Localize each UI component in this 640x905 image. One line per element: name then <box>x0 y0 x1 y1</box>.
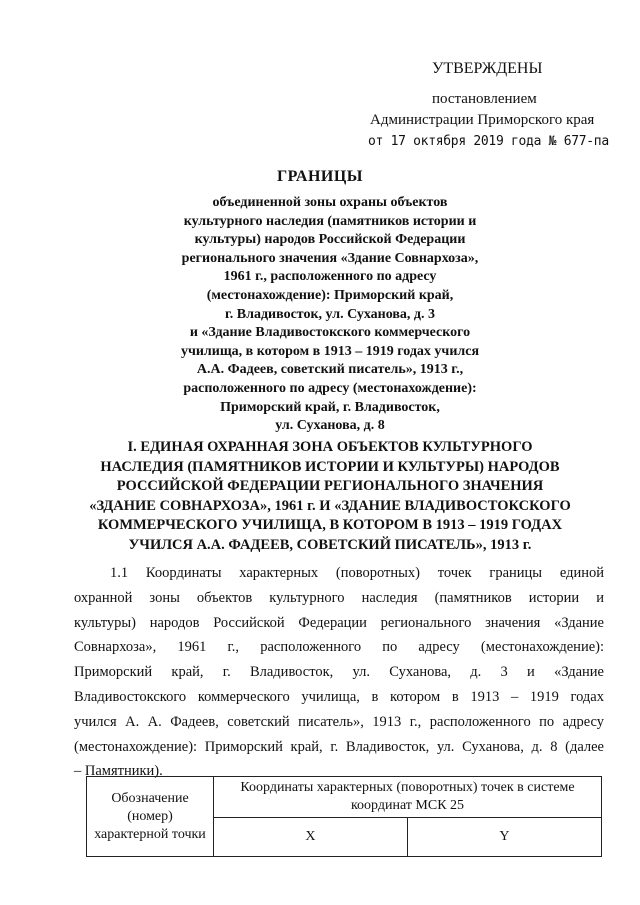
section-heading-line: «ЗДАНИЕ СОВНАРХОЗА», 1961 г. И «ЗДАНИЕ ВЛАДИВОСТОКСКОГО <box>89 497 571 514</box>
section-heading-line: КОММЕРЧЕСКОГО УЧИЛИЩА, В КОТОРОМ В 1913 – 1919 ГОДАХ <box>97 517 563 533</box>
paragraph-line: учился А. А. Фадеев, советский писатель», 1913 г., расположенного по адресу <box>74 713 604 730</box>
approval-line-1: постановлением <box>432 91 537 107</box>
document-subtitle <box>150 194 510 436</box>
paragraph-line: – Памятники). <box>74 763 163 780</box>
section-heading-line: НАСЛЕДИЯ (ПАМЯТНИКОВ ИСТОРИИ И КУЛЬТУРЫ) НАРОДОВ <box>100 458 560 475</box>
paragraph-line: Владивостокского коммерческого училища, в котором в 1913 – 1919 годах <box>74 688 604 705</box>
subtitle-line: объединенной зоны охраны объектов <box>212 195 448 210</box>
subtitle-line: расположенного по адресу (местонахождение): <box>183 380 477 396</box>
subtitle-line: (местонахождение): Приморский край, <box>206 287 454 303</box>
approval-line-3: от 17 октября 2019 года № 677-па <box>368 134 609 149</box>
approval-heading: УТВЕРЖДЕНЫ <box>432 60 543 77</box>
subtitle-line: и «Здание Владивостокского коммерческого <box>189 325 471 341</box>
subtitle-line: культуры) народов Российской Федерации <box>194 232 466 248</box>
paragraph-line: 1.1 Координаты характерных (поворотных) точек границы единой <box>110 565 604 581</box>
section-heading-line: УЧИЛСЯ А.А. ФАДЕЕВ, СОВЕТСКИЙ ПИСАТЕЛЬ», 1913 г. <box>128 536 532 553</box>
subtitle-line: училища, в котором в 1913 – 1919 годах учился <box>180 343 480 359</box>
coordinates-table <box>86 776 602 857</box>
paragraph-line: культуры) народов Российской Федерации регионального значения «Здание <box>74 614 604 631</box>
subtitle-line: г. Владивосток, ул. Суханова, д. 3 <box>225 306 435 322</box>
section-heading <box>70 438 590 555</box>
section-heading-line: РОССИЙСКОЙ ФЕДЕРАЦИИ РЕГИОНАЛЬНОГО ЗНАЧЕНИЯ <box>116 478 544 494</box>
paragraph-line: Приморский край, г. Владивосток, ул. Суханова, д. 3 и «Здание <box>74 664 604 681</box>
subtitle-line: ул. Суханова, д. 8 <box>275 418 385 434</box>
subtitle-line: культурного наследия (памятников истории и <box>183 213 477 229</box>
paragraph-line: (местонахождение): Приморский край, г. Владивосток, ул. Суханова, д. 8 (далее <box>74 738 604 755</box>
body-paragraph <box>74 561 604 784</box>
subtitle-line: 1961 г., расположенного по адресу <box>223 269 437 285</box>
point-id-header: Обозначение (номер) характерной точки <box>87 777 214 857</box>
approval-line-2: Администрации Приморского края <box>370 112 595 128</box>
subtitle-line: А.А. Фадеев, советский писатель», 1913 г., <box>196 362 464 378</box>
document-title: ГРАНИЦЫ <box>276 168 363 185</box>
x-header: X <box>214 818 408 857</box>
approval-block <box>360 58 620 152</box>
subtitle-line: регионального значения «Здание Совнархоза», <box>181 250 479 266</box>
paragraph-line: охранной зоны объектов культурного наследия (памятников истории и <box>74 589 604 606</box>
section-heading-line: I. ЕДИНАЯ ОХРАННАЯ ЗОНА ОБЪЕКТОВ КУЛЬТУРНОГО <box>127 439 533 455</box>
coordinates-header: Координаты характерных (поворотных) точек в системе координат МСК 25 <box>214 777 602 818</box>
subtitle-line: Приморский край, г. Владивосток, <box>220 399 440 415</box>
y-header: Y <box>407 818 601 857</box>
paragraph-line: Совнархоза», 1961 г., расположенного по адресу (местонахождение): <box>74 639 604 656</box>
